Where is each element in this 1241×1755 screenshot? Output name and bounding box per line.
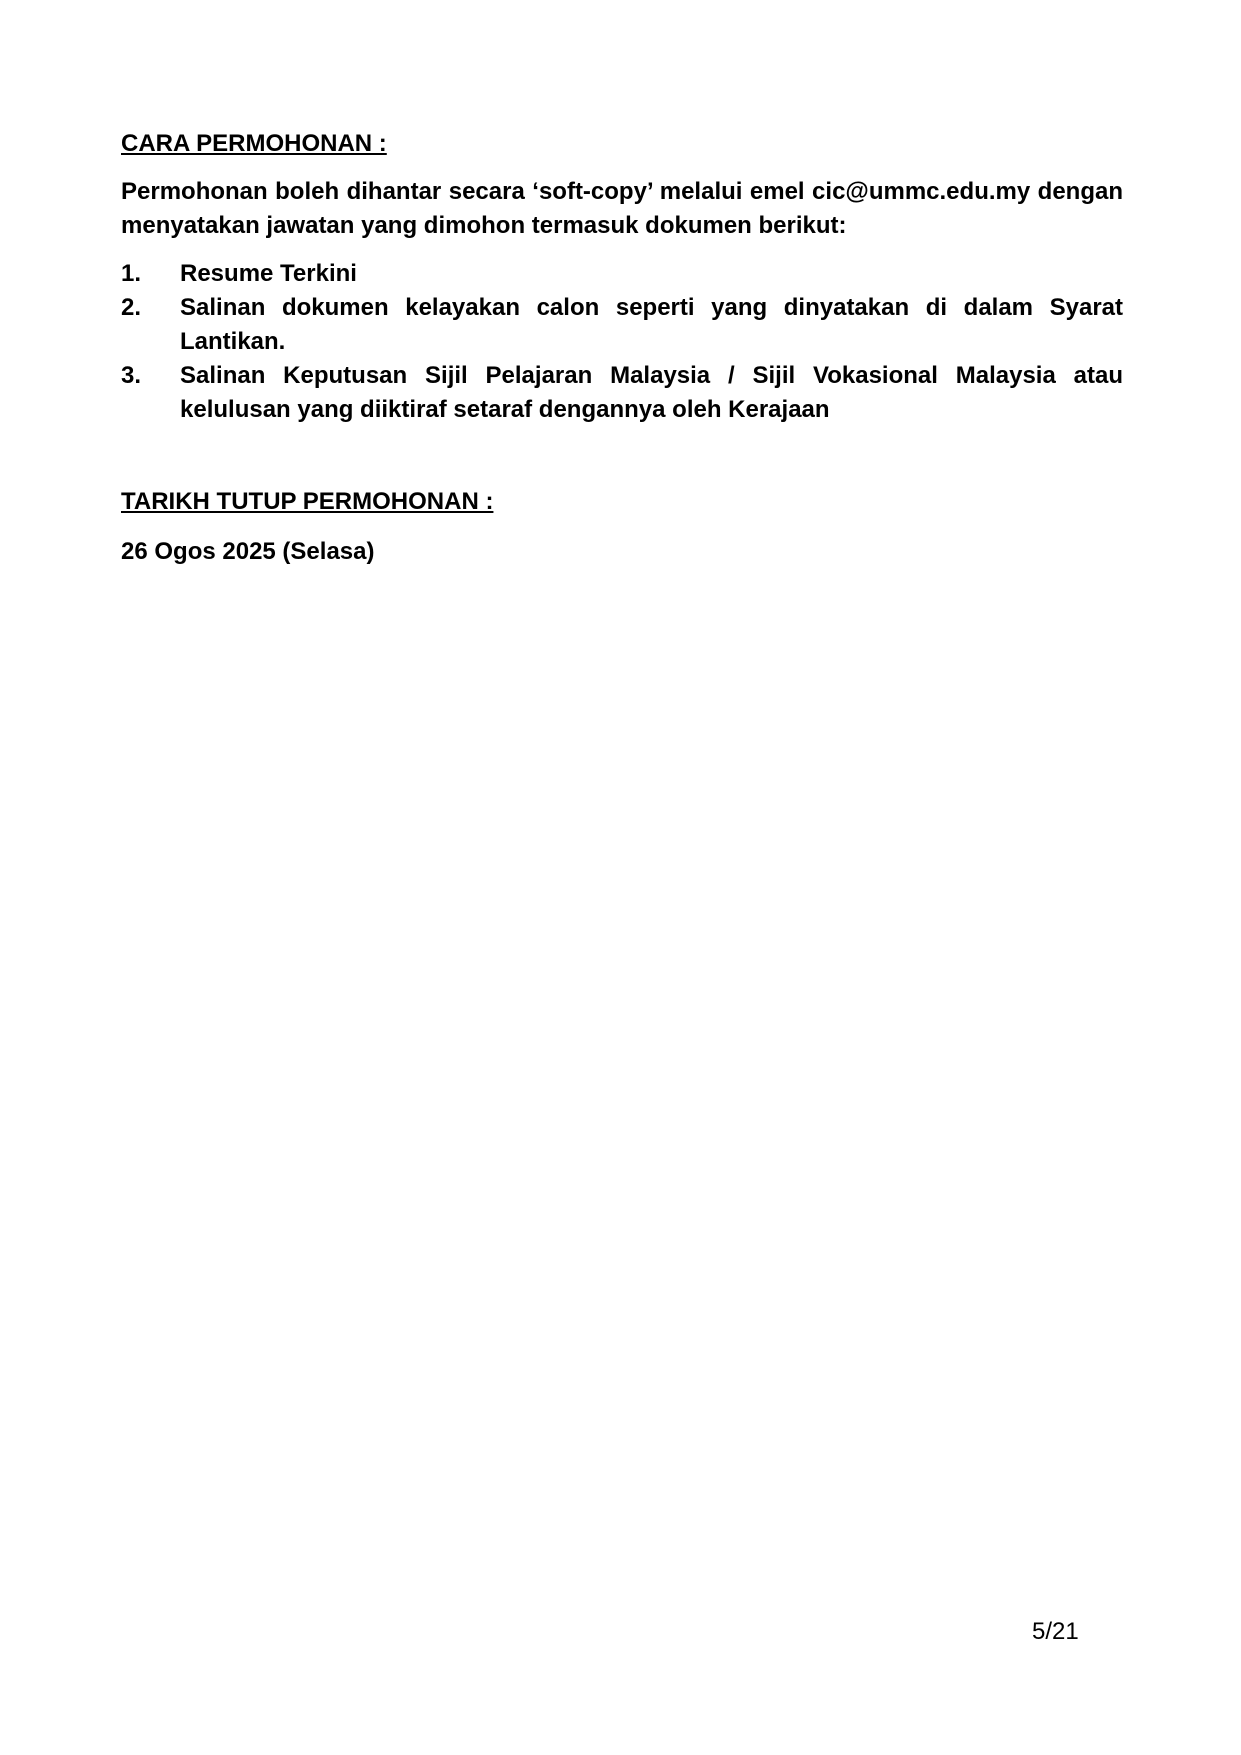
list-item-number: 2. [121,294,142,321]
closing-date-section [121,485,1123,569]
required-documents-list [121,257,1123,427]
list-item-number: 1. [121,260,142,287]
application-heading: CARA PERMOHONAN : [121,130,387,157]
closing-date-value: 26 Ogos 2025 (Selasa) [121,538,375,565]
application-section [121,127,1123,427]
page-content [121,127,1123,569]
page-number: 5/21 [1032,1618,1079,1645]
application-intro: Permohonan boleh dihantar secara ‘soft-copy’ melalui emel cic@ummc.edu.my dengan menyatakan jawatan yang dimohon termasuk dokumen berikut: [121,178,1123,239]
list-item-number: 3. [121,362,142,389]
list-item [121,359,1123,427]
section-spacer [121,427,1123,485]
list-item-text: Salinan Keputusan Sijil Pelajaran Malaysia / Sijil Vokasional Malaysia atau kelulusan yang diiktiraf setaraf dengannya oleh Kerajaan [180,362,1123,423]
list-item [121,257,1123,291]
list-item-text: Resume Terkini [180,260,357,287]
list-item-text: Salinan dokumen kelayakan calon seperti yang dinyatakan di dalam Syarat Lantikan. [180,294,1123,355]
closing-date-heading: TARIKH TUTUP PERMOHONAN : [121,488,494,515]
list-item [121,291,1123,359]
